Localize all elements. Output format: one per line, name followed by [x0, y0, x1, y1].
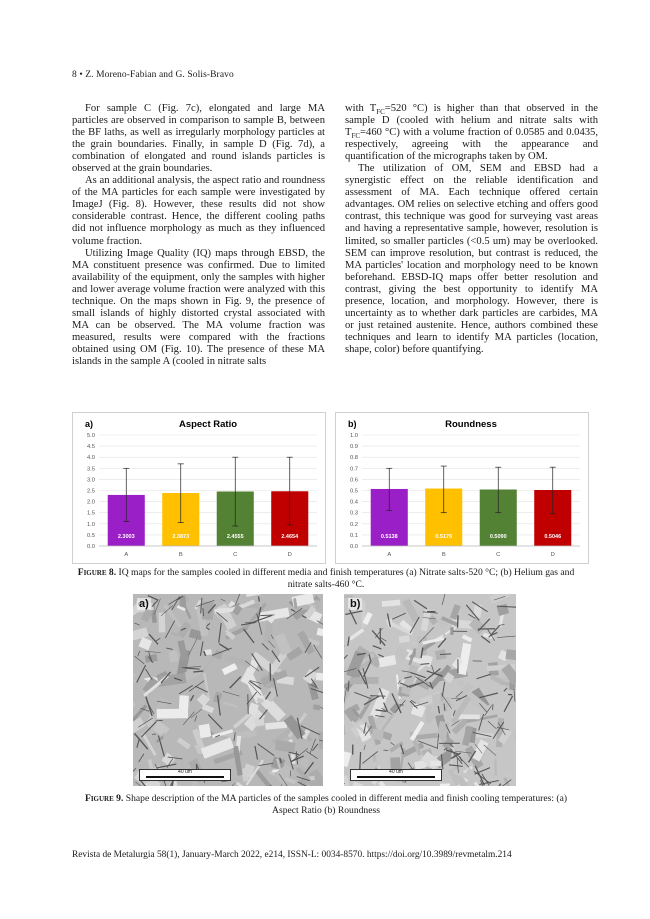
chart-title: Aspect Ratio	[178, 419, 238, 430]
scale-bar	[350, 769, 442, 781]
micrograph-letter: a)	[139, 598, 149, 610]
y-tick-label: 0.5	[349, 488, 358, 495]
y-tick-label: 0.3	[349, 510, 358, 517]
aspect-ratio-chart	[72, 412, 326, 564]
subscript: FC	[376, 108, 385, 117]
grain	[157, 709, 188, 719]
figure-label: Figure 9.	[84, 793, 124, 804]
text-run: with T	[345, 103, 377, 114]
text-run: =520 °C) is higher than that observed in the sample D (cooled with helium and nitrate salts with T	[345, 103, 598, 139]
y-tick-label: 0.0	[86, 544, 95, 550]
x-tick-label: A	[387, 552, 392, 558]
scale-bar-line	[357, 776, 435, 778]
data-label: 0.5176	[435, 534, 453, 540]
micrograph-letter: b)	[350, 598, 361, 610]
micrograph-a	[133, 594, 323, 786]
page-footer: Revista de Metalurgia 58(1), January-March 2022, e214, ISSN-L: 0034-8570. https://doi.org/10.3989/revmetalm.214	[72, 850, 512, 860]
grain	[179, 695, 189, 709]
y-tick-label: 0.5	[86, 532, 95, 539]
y-tick-label: 0.7	[349, 466, 358, 473]
text-run: =460 °C) with a volume fraction of 0.0585 and 0.0435, respectively, agreeing with the appearance and quantification of the micrographs taken by OM.	[345, 127, 598, 163]
y-tick-label: 1.5	[86, 510, 95, 517]
y-tick-label: 0.1	[349, 532, 358, 539]
data-label: 0.5046	[544, 534, 562, 540]
y-tick-label: 0.6	[349, 477, 358, 484]
y-tick-label: 3.0	[86, 477, 95, 484]
boundary	[203, 608, 204, 616]
x-tick-label: B	[178, 552, 183, 558]
y-tick-label: 3.5	[86, 466, 95, 473]
paragraph: For sample C (Fig. 7c), elongated and large MA particles are observed in comparison to sample B, between the BF laths, as well as irregularly morphology particles at the grain boundaries. Finally, in sample D (Fig. 7d), a combination of elongated and round islands particles is observed at the grain boundaries.	[72, 103, 325, 175]
y-tick-label: 0.8	[349, 455, 358, 462]
y-tick-label: 1.0	[86, 521, 95, 528]
micrograph-texture	[133, 594, 323, 786]
x-tick-label: A	[124, 552, 129, 558]
scale-bar-label: 40 um	[389, 769, 403, 775]
paragraph: Utilizing Image Quality (IQ) maps through EBSD, the MA constituent presence was confirmed. Due to limited availability of the equipment, only the samples with higher and lower average volume fraction were analyzed with this technique. On the maps shown in Fig. 9, the presence of small islands of highly distorted crystal associated with MA can be observed. The MA volume fraction was measured, results were compared with the fractions obtained using OM (Fig. 10). The presence of these MA islands in the sample A (cooled in nitrate salts	[72, 247, 325, 367]
y-tick-label: 1.0	[349, 433, 358, 439]
grain	[381, 607, 398, 615]
grain	[430, 761, 441, 767]
caption-text: IQ maps for the samples cooled in different media and finish temperatures (a) Nitrate salts-520 °C; (b) Helium gas and nitrate salts-460 °C.	[116, 567, 575, 590]
subscript: FC	[351, 132, 361, 141]
aspect-ratio-chart-svg	[73, 413, 325, 563]
grain	[202, 602, 213, 620]
y-tick-label: 0.0	[349, 544, 358, 550]
x-tick-label: B	[441, 552, 446, 558]
scale-bar-label: 40 um	[178, 769, 192, 775]
y-tick-label: 0.4	[349, 499, 358, 506]
roundness-chart-svg	[336, 413, 588, 563]
y-tick-label: 4.0	[86, 455, 95, 462]
caption-text: Shape description of the MA particles of the samples cooled in different media and finish cooling temperatures: (a) Aspect Ratio (b) Roundness	[123, 793, 568, 816]
figure8-caption	[72, 567, 580, 591]
scale-bar-line	[146, 776, 224, 778]
scale-bar	[139, 769, 231, 781]
data-label: 2.4555	[226, 534, 244, 540]
running-head: 8 • Z. Moreno-Fabian and G. Solis-Bravo	[72, 70, 234, 80]
x-tick-label: D	[287, 552, 292, 558]
boundary	[440, 654, 451, 655]
roundness-chart	[335, 412, 589, 564]
y-tick-label: 4.5	[86, 444, 95, 451]
chart-title: Roundness	[445, 419, 497, 430]
data-label: 0.5138	[380, 534, 398, 540]
data-label: 2.3873	[172, 534, 190, 540]
y-tick-label: 0.2	[349, 521, 358, 528]
chart-letter: b)	[348, 419, 357, 429]
x-tick-label: C	[233, 552, 238, 558]
chart-letter: a)	[85, 419, 94, 429]
data-label: 0.5090	[489, 534, 507, 540]
figure-label: Figure 8.	[77, 567, 117, 578]
paragraph	[345, 103, 598, 163]
x-tick-label: C	[496, 552, 501, 558]
micrograph-texture	[344, 594, 516, 786]
grain	[440, 783, 450, 786]
boundary	[259, 596, 260, 601]
y-tick-label: 0.9	[349, 444, 358, 451]
paragraph: The utilization of OM, SEM and EBSD had a synergistic effect on the reliable identification and assessment of MA. Each technique offered certain advantages. OM relies on selective etching and offers good contrast, this technique was good for surveying vast areas and having a representative sample, however, resolution is limited, so smaller particles (<0.5 um) may be overlooked. SEM can improve resolution, but contrast is reduced, the MA particles' location and morphology need to be known beforehand. EBSD-IQ maps offer better resolution and contrast, giving the best opportunity to identify MA presence, location, and morphology. However, there is uncertainty as to whether dark particles are carbides, MA or just retained austenite. Hence, authors combined these techniques and learn to identify MA particles (location, shape, color) before quantifying.	[345, 163, 598, 355]
y-tick-label: 2.0	[86, 499, 95, 506]
right-column	[345, 103, 598, 356]
figure9-caption	[72, 793, 580, 817]
micrograph-b	[344, 594, 516, 786]
data-label: 2.3003	[117, 534, 135, 540]
boundary	[360, 752, 361, 769]
paragraph: As an additional analysis, the aspect ratio and roundness of the MA particles for each sample were investigated by ImageJ (Fig. 8). However, these results did not show considerable contrast. Hence, the different cooling paths did not influence morphology as much as they influenced volume fraction.	[72, 175, 325, 247]
y-tick-label: 5.0	[86, 433, 95, 439]
data-label: 2.4654	[281, 534, 299, 540]
x-tick-label: D	[550, 552, 555, 558]
left-column	[72, 103, 325, 368]
grain	[514, 734, 516, 740]
grain	[494, 759, 496, 776]
boundary	[370, 696, 385, 697]
grain	[198, 724, 211, 739]
y-tick-label: 2.5	[86, 488, 95, 495]
grain	[372, 729, 384, 740]
